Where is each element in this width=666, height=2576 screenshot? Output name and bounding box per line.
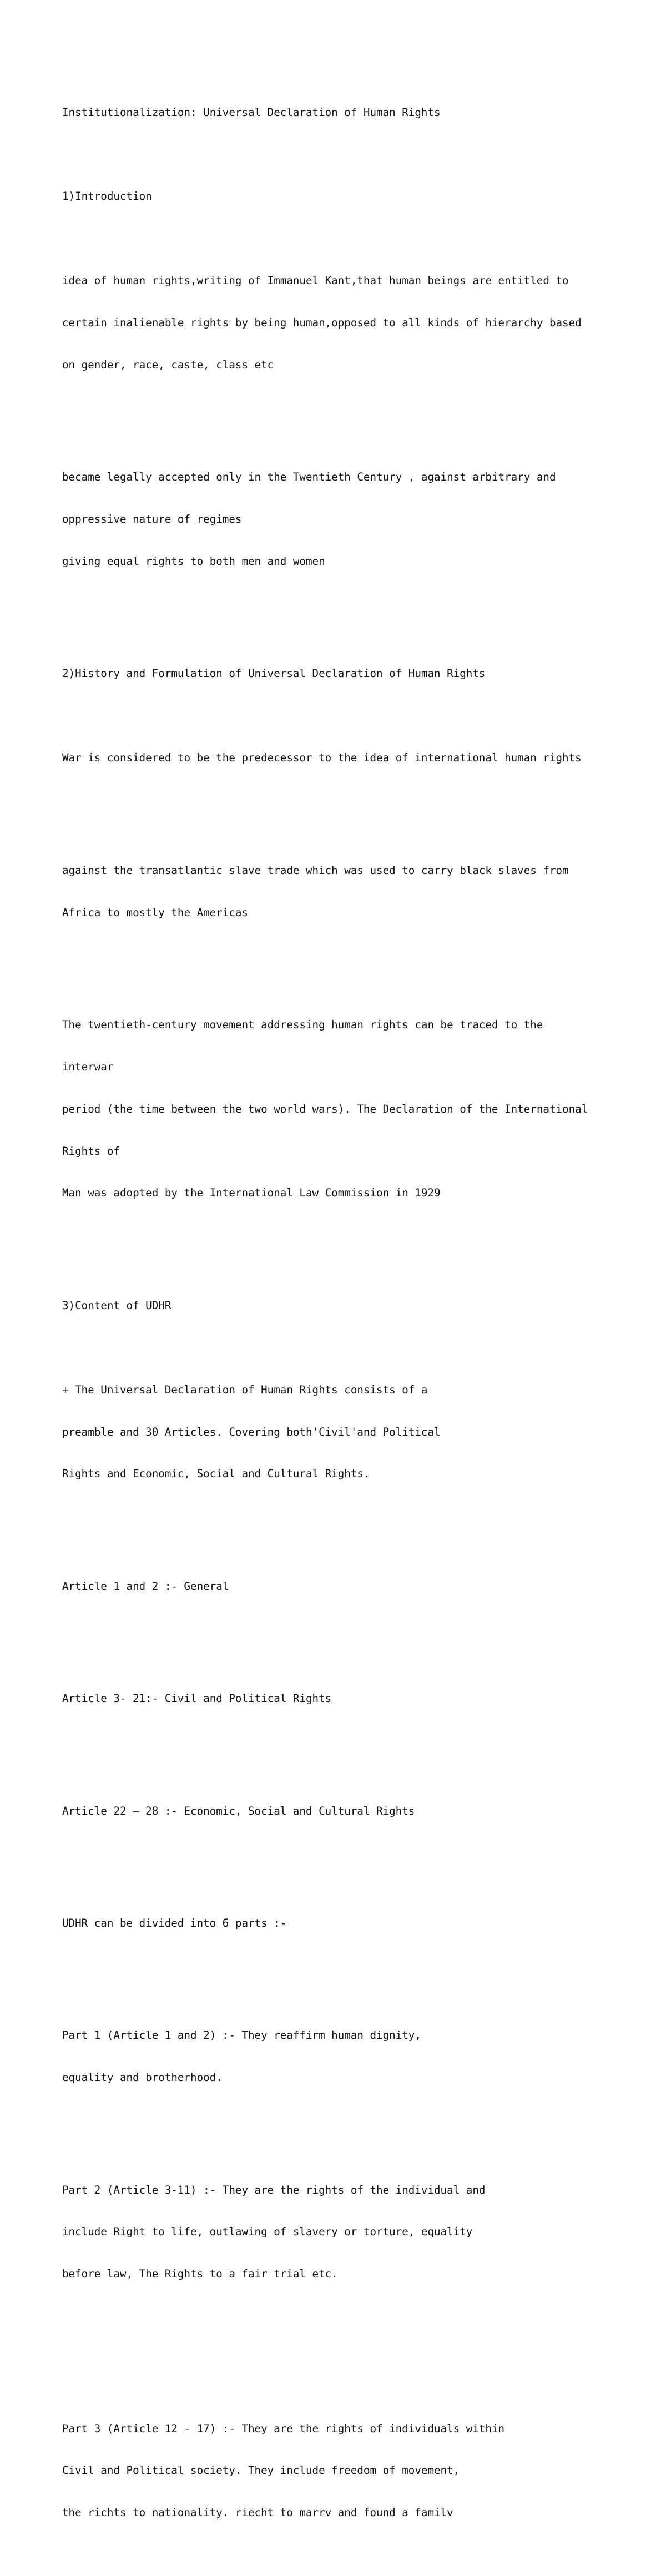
paragraph: Article 22 – 28 :- Economic, Social and Cultural Rights xyxy=(62,1804,415,1817)
section-heading-introduction: 1)Introduction xyxy=(62,190,152,203)
paragraph: The twentieth-century movement addressing human rights can be traced to the interwar period (the time between the two world wars). The Declaration of the International Rights of Man was adopted by the International Law Commission in 1929 xyxy=(62,1018,588,1200)
section-heading-content: 3)Content of UDHR xyxy=(62,1299,171,1312)
paragraph: against the transatlantic slave trade which was used to carry black slaves from Africa to mostly the Americas xyxy=(62,863,569,919)
blank-line xyxy=(62,2351,606,2365)
paragraph: became legally accepted only in the Twentieth Century , against arbitrary and oppressive nature of regimes giving equal rights to both men and women xyxy=(62,471,556,568)
section-heading-history: 2)History and Formulation of Universal Declaration of Human Rights xyxy=(62,667,486,680)
paragraph: UDHR can be divided into 6 parts :- xyxy=(62,1916,287,1930)
paragraph: War is considered to be the predecessor to the idea of international human rights xyxy=(62,751,582,765)
paragraph: Part 1 (Article 1 and 2) :- They reaffirm human dignity, equality and brotherhood. xyxy=(62,2029,421,2084)
paragraph: Article 1 and 2 :- General xyxy=(62,1579,229,1593)
paragraph: + The Universal Declaration of Human Rights consists of a preamble and 30 Articles. Covering both'Civil'and Political Rights and Economic, Social and Cultural Rights. xyxy=(62,1383,441,1481)
document-page xyxy=(62,77,606,2576)
paragraph: Article 3- 21:- Civil and Political Rights xyxy=(62,1692,332,1705)
paragraph: Part 3 (Article 12 - 17) :- They are the rights of individuals within Civil and Political society. They include freedom of movement, the richts to nationality. riecht to marrv and found a familv xyxy=(62,2422,505,2519)
document-title: Institutionalization: Universal Declaration of Human Rights xyxy=(62,105,441,119)
paragraph: Part 2 (Article 3-11) :- They are the rights of the individual and include Right to life, outlawing of slavery or torture, equality before law, The Rights to a fair trial etc. xyxy=(62,2183,486,2281)
paragraph: idea of human rights,writing of Immanuel Kant,that human beings are entitled to certain inalienable rights by being human,opposed to all kinds of hierarchy based on gender, race, caste, class etc xyxy=(62,274,582,371)
